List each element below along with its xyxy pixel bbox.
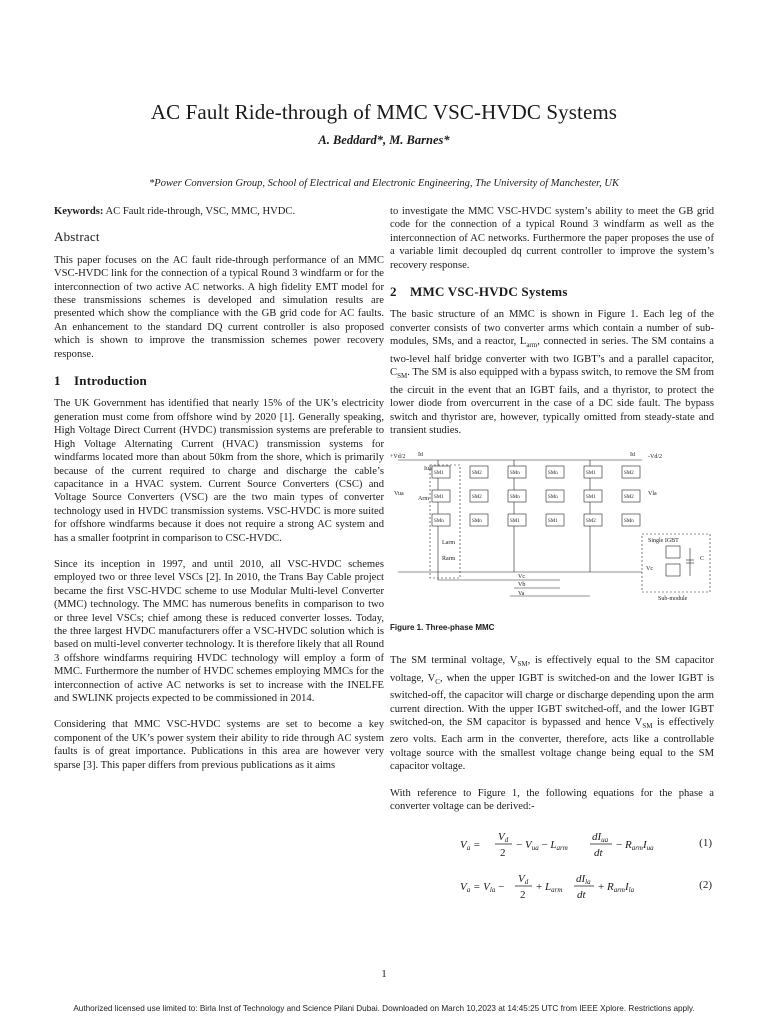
sm-blocks xyxy=(432,466,640,526)
label-arm: Arm xyxy=(418,496,429,503)
label-va: Va xyxy=(518,591,525,598)
label-rarm: Rarm xyxy=(442,556,456,563)
sm-block-label: SMn xyxy=(434,519,444,525)
paper-authors: A. Beddard*, M. Barnes* xyxy=(318,133,450,147)
svg-text:+ RarmIla: + RarmIla xyxy=(598,880,635,894)
sm-block-label: SM2 xyxy=(624,495,634,501)
paper-title: AC Fault Ride-through of MMC VSC-HVDC Systems xyxy=(150,100,618,124)
sm-block-label: SM1 xyxy=(548,519,558,525)
keywords-text: AC Fault ride-through, VSC, MMC, HVDC. xyxy=(105,206,296,217)
section-2-title: MMC VSC-HVDC Systems xyxy=(410,284,568,300)
svg-text:2: 2 xyxy=(520,888,526,901)
paper-affiliation: *Power Conversion Group, School of Electrical and Electronic Engineering, The University of Manchester, UK xyxy=(149,178,619,189)
sm-block-label: SM2 xyxy=(586,519,596,525)
equation-1-number: (1) xyxy=(699,836,712,849)
svg-text:Va =: Va = xyxy=(460,838,481,852)
keywords-label: Keywords: xyxy=(54,206,104,217)
label-vc-sm: Vc xyxy=(646,566,653,573)
section-1-heading xyxy=(54,374,384,387)
svg-text:dt: dt xyxy=(577,888,586,901)
label-larm: Larm xyxy=(442,540,455,547)
label-vd-pos: +Vd/2 xyxy=(390,454,406,461)
sm-block-label: SMn xyxy=(624,519,634,525)
license-footer: Authorized licensed use limited to: Birla Inst of Technology and Science Pilani Dubai. Downloaded on March 10,2023 at 14:45:25 UTC from IEEE Xplore. Restrictions apply. xyxy=(73,1004,695,1013)
sm-block-label: SM1 xyxy=(434,471,444,477)
svg-text:Va = Vla −: Va = Vla − xyxy=(460,880,505,894)
intro-paragraph-1: The UK Government has identified that nearly 15% of the UK’s electricity generation must come from offshore wind by 2020 [1]. Generally speaking, High Voltage Direct Current (HVDC) transmission systems are preferable to High Voltage Alternating Current (HVAC) transmission systems for windfarms located more than about 50km from the shore, which is primarily because of the current required to charge and discharge the cable’s capacitance in a HVAC system. Current Source Converters (CSC) and Voltage Source Converters (VSC) are the two main types of converter technology used in HVDC transmission systems. VSC-HVDC is more suited for offshore windfarms because it does not require a strong AC system and has a smaller footprint in comparison to CSC-HVDC. xyxy=(54,398,384,544)
label-id-right: Id xyxy=(630,452,635,459)
sm-block-label: SM2 xyxy=(472,495,482,501)
intro-paragraph-2: Since its inception in 1997, and until 2010, all VSC-HVDC schemes employed two or three level VSCs [2]. In 2010, the Trans Bay Cable project became the first VSC-HVDC scheme to use Modular Multi-level Converter (MMC) technology. The MMC has numerous benefits in comparison to two or three level VSCs; chief among these is reduced converter losses. Today, the three largest HVDC manufacturers offer a VSC-HVDC solution which is based on multi-level converter technology. It is therefore likely that all Round 3 offshore windfarms requiring HVDC technology will employ a form of MMC. Furthermore the number of HVDC schemes employing MMCs for the interconnection of active AC networks is set to increase with the INELFE and SWLINK projects expected to be commissioned in 2014. xyxy=(54,558,384,704)
figure-1-mmc-diagram xyxy=(390,452,714,614)
label-csm: C xyxy=(700,556,705,563)
label-vua: Vua xyxy=(394,491,404,498)
abstract-text: This paper focuses on the AC fault ride-through performance of an MMC VSC-HVDC link for the connection of a typical Round 3 windfarm or for the interconnection of two active AC networks. A high fidelity EMT model for these transmissions schemes is developed and simulation results are presented which show the compliance with the GB grid code for AC faults. An enhancement to the standard DQ current controller is also proposed which is shown to improve the transmission schemes power recovery response. xyxy=(54,254,384,360)
svg-text:− RarmIua: − RarmIua xyxy=(616,838,654,852)
sm-block-label: SM2 xyxy=(472,471,482,477)
mmc-paragraph-1: The basic structure of an MMC is shown in Figure 1. Each leg of the converter consists of two converter arms which contain a number of sub-modules, SMs, and a reactor, $L_{arm}$, connected in series. The SM contains a two-level half bridge converter with two IGBT’s and a parallel capacitor, $C_{SM}$. The SM is also equipped with a bypass switch, to remove the SM from the circuit in the event that an IGBT fails, and a thyristor, to protect the lower diode from overcurrent in the case of a DC side fault. The bypass switch and thyristor are, however, typically omitted from steady-state and transient studies. xyxy=(390,309,715,436)
label-iua: Iua xyxy=(424,466,432,473)
svg-text:Vd: Vd xyxy=(498,830,509,844)
right-column xyxy=(390,205,714,911)
abstract-heading: Abstract xyxy=(54,229,100,245)
sm-block-label: SMn xyxy=(548,495,558,501)
equation-2-number: (2) xyxy=(699,878,712,891)
sm-block-label: SMn xyxy=(510,471,520,477)
sm-block-label: SM1 xyxy=(586,471,596,477)
section-2-number: 2 xyxy=(390,284,397,300)
label-vla: Vla xyxy=(648,491,657,498)
page-number: 1 xyxy=(381,968,387,980)
svg-text:2: 2 xyxy=(500,846,506,859)
sm-block-label: SM2 xyxy=(624,471,634,477)
svg-text:dt: dt xyxy=(594,846,603,859)
mmc-paragraph-2: The SM terminal voltage, $V_{SM}$, is effectively equal to the SM capacitor voltage, $V_C$, when the upper IGBT is switched-on and the lower IGBT is switched-off, the capacitor will charge or discharge depending upon the arm current direction. With the upper IGBT switched-off, and the lower IGBT switched-on, the SM capacitor is bypassed and hence $V_{SM}$ is effectively zero volts. Each arm in the converter, therefore, acts like a controllable voltage source with the smallest voltage change being equal to the SM capacitor voltage. xyxy=(390,655,715,773)
figure-1-caption: Figure 1. Three-phase MMC xyxy=(390,622,495,632)
sm-block-label: SMn xyxy=(510,495,520,501)
intro-paragraph-4: to investigate the MMC VSC-HVDC system’s ability to meet the GB grid code for the connection of a typical Round 3 windfarm as well as the interconnection of AC networks. Furthermore the paper proposes the use of a variable limit decoupled dq current controller to improve the system’s recovery response. xyxy=(390,206,714,271)
intro-paragraph-3: Considering that MMC VSC-HVDC systems are set to become a key component of the UK’s power system their ability to ride through AC system faults is of great importance. Publications in this area are however very sparse [3]. This paper differs from previous publications as it aims xyxy=(54,719,384,771)
svg-text:Vd: Vd xyxy=(518,872,529,886)
label-submodule: Sub-module xyxy=(658,596,688,603)
mmc-paragraph-3: With reference to Figure 1, the following equations for the phase a converter voltage can be derived:- xyxy=(390,787,714,813)
equation-2 xyxy=(390,869,714,903)
svg-text:dIua: dIua xyxy=(592,830,609,844)
label-vb: Vb xyxy=(518,582,526,589)
section-2-heading xyxy=(390,285,714,298)
section-1-title: Introduction xyxy=(74,373,147,389)
section-1-number: 1 xyxy=(54,373,61,389)
sm-block-label: SMn xyxy=(548,471,558,477)
keywords xyxy=(54,205,384,218)
label-single-igbt: Single IGBT xyxy=(648,538,679,545)
svg-text:+ Larm: + Larm xyxy=(536,880,563,894)
svg-text:dIla: dIla xyxy=(576,872,591,886)
label-vc: Vc xyxy=(518,574,525,581)
equation-1 xyxy=(390,827,714,861)
left-column xyxy=(54,205,384,785)
label-vd-neg: -Vd/2 xyxy=(648,454,662,461)
label-id-left: Id xyxy=(418,452,423,459)
svg-text:− Vua − Larm: − Vua − Larm xyxy=(516,838,568,852)
sm-block-label: SMn xyxy=(472,519,482,525)
sm-block-label: SM1 xyxy=(434,495,444,501)
sm-block-label: SM1 xyxy=(586,495,596,501)
sm-block-label: SM1 xyxy=(510,519,520,525)
